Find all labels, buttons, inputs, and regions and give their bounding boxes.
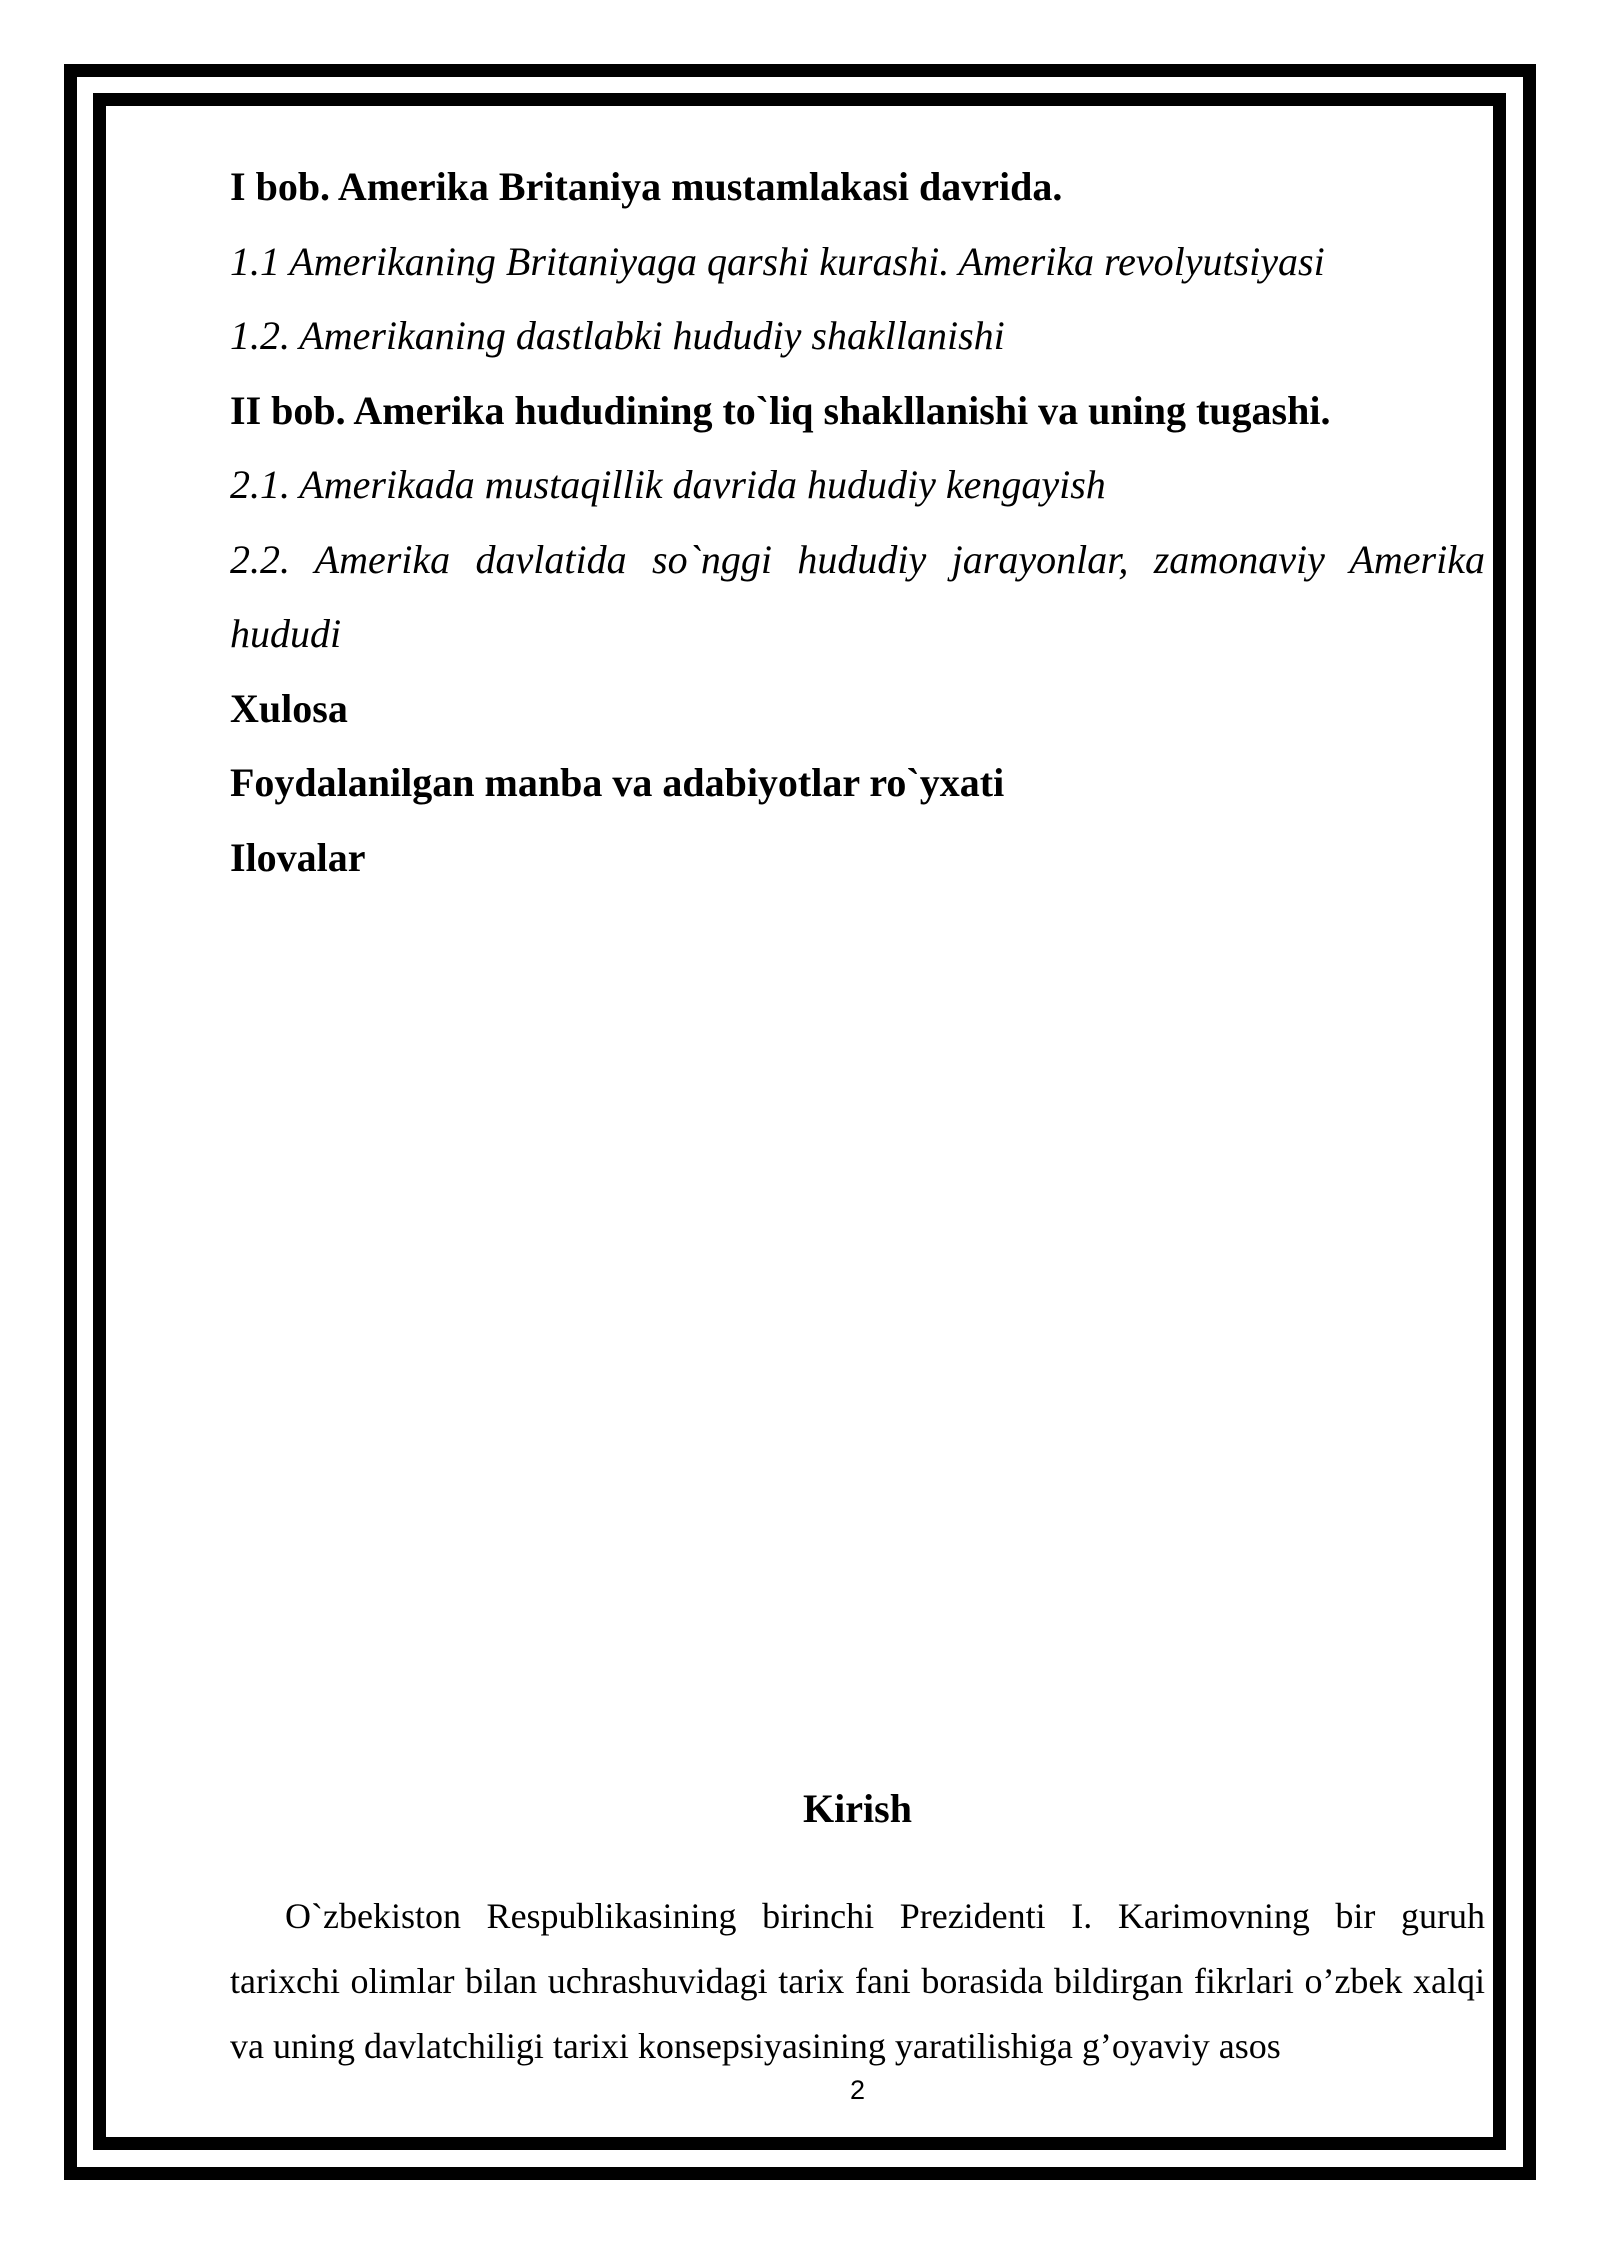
toc-appendices: Ilovalar [230, 834, 366, 880]
table-of-contents [230, 150, 1485, 895]
toc-chapter-1: I bob. Amerika Britaniya mustamlakasi davrida. [230, 164, 1063, 209]
intro-heading: Kirish [803, 1786, 912, 1831]
toc-chapter-2: II bob. Amerika hududining to`liq shakllanishi va uning tugashi. [230, 387, 1331, 433]
toc-section-2-2: 2.2. Amerika davlatida so`nggi hududiy jarayonlar, zamonaviy Amerika hududi [230, 536, 1485, 656]
toc-conclusion: Xulosa [230, 685, 348, 731]
toc-references: Foydalanilgan manba va adabiyotlar ro`yxati [230, 760, 1005, 805]
toc-section-1-1: 1.1 Amerikaning Britaniyaga qarshi kurashi. Amerika revolyutsiyasi [230, 238, 1325, 284]
intro-paragraph: O`zbekiston Respublikasining birinchi Prezidenti I. Karimovning bir guruh tarixchi olimlar bilan uchrashuvidagi tarix fani borasida bildirgan fikrlari o’zbek xalqi va uning davlatchiligi tarixi konsepsiyasining yaratilishiga g’oyaviy asos [230, 1896, 1485, 2066]
toc-section-2-1: 2.1. Amerikada mustaqillik davrida hududiy kengayish [230, 462, 1106, 507]
toc-section-1-2: 1.2. Amerikaning dastlabki hududiy shakllanishi [230, 313, 1005, 358]
toc-list [230, 150, 1485, 895]
page-number: 2 [849, 2075, 866, 2105]
